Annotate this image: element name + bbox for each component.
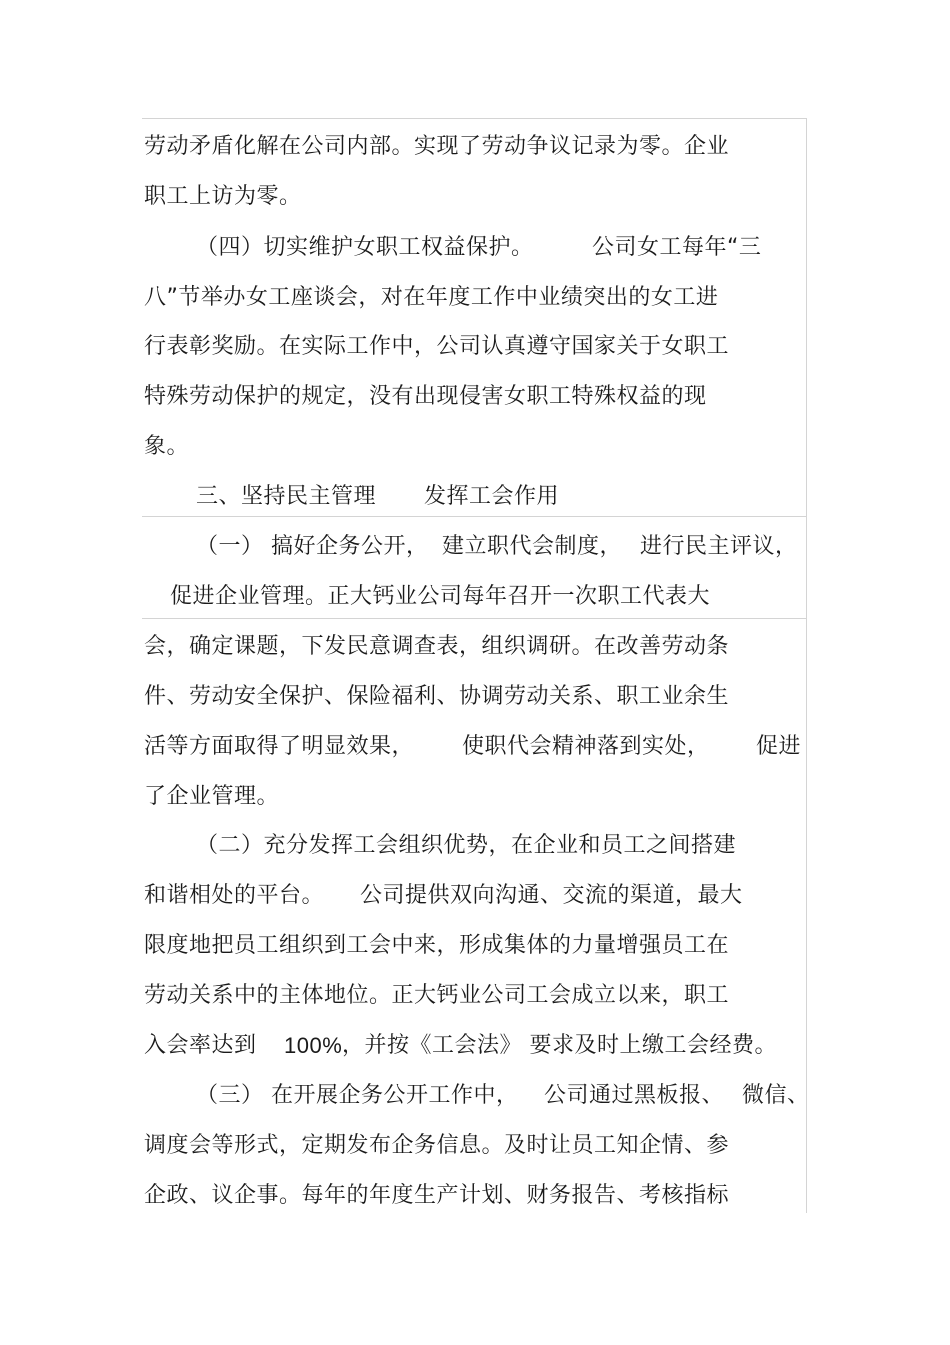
body-line: 八”节举办女工座谈会，对在年度工作中业绩突出的女工进 <box>144 285 719 310</box>
body-line: 促进企业管理。正大钙业公司每年召开一次职工代表大 <box>170 584 711 609</box>
body-line: 劳动关系中的主体地位。正大钙业公司工会成立以来，职工 <box>144 983 730 1008</box>
body-line: 特殊劳动保护的规定，没有出现侵害女职工特殊权益的现 <box>144 384 707 409</box>
section-heading-4: （四）切实维护女职工权益保护。 <box>196 235 534 260</box>
body-line: 会，确定课题，下发民意调查表，组织调研。在改善劳动条 <box>144 634 730 659</box>
body-line: 职工上访为零。 <box>144 184 302 209</box>
section-heading-2: （二）充分发挥工会组织优势，在企业和员工之间搭建 <box>196 833 737 858</box>
body-line: 微信、 <box>742 1083 810 1108</box>
membership-rate: 100% <box>284 1033 343 1058</box>
body-line: 入会率达到 <box>144 1033 257 1058</box>
body-line: 公司提供双向沟通、交流的渠道，最大 <box>360 883 743 908</box>
body-line: 了企业管理。 <box>144 784 280 809</box>
body-line: 行表彰奖励。在实际工作中，公司认真遵守国家关于女职工 <box>144 334 730 359</box>
body-line: 活等方面取得了明显效果， <box>144 734 415 759</box>
body-line: 企政、议企事。每年的年度生产计划、财务报告、考核指标 <box>144 1183 730 1208</box>
body-line: 公司通过黑板报、 <box>544 1083 725 1108</box>
chapter-heading: 三、坚持民主管理 <box>196 484 377 509</box>
body-line: 劳动矛盾化解在公司内部。实现了劳动争议记录为零。企业 <box>144 134 730 159</box>
body-line: 进行民主评议， <box>640 534 798 559</box>
body-line: 限度地把员工组织到工会中来，形成集体的力量增强员工在 <box>144 933 730 958</box>
body-line: 象。 <box>144 434 190 459</box>
text-frame-top <box>142 118 807 517</box>
section-heading-1: （一） 搞好企务公开， <box>196 534 429 559</box>
chapter-heading: 发挥工会作用 <box>424 484 560 509</box>
body-line: 调度会等形式，定期发布企务信息。及时让员工知企情、参 <box>144 1133 730 1158</box>
body-line: 使职代会精神落到实处， <box>462 734 710 759</box>
body-line: ，并按《工会法》 要求及时上缴工会经费。 <box>342 1033 777 1058</box>
section-heading-3: （三） 在开展企务公开工作中， <box>196 1083 519 1108</box>
body-line: 和谐相处的平台。 <box>144 883 325 908</box>
body-line: 促进 <box>756 734 802 759</box>
body-line: 件、劳动安全保护、保险福利、协调劳动关系、职工业余生 <box>144 684 730 709</box>
body-line: 建立职代会制度， <box>442 534 623 559</box>
body-line: 公司女工每年“三 <box>592 235 762 260</box>
